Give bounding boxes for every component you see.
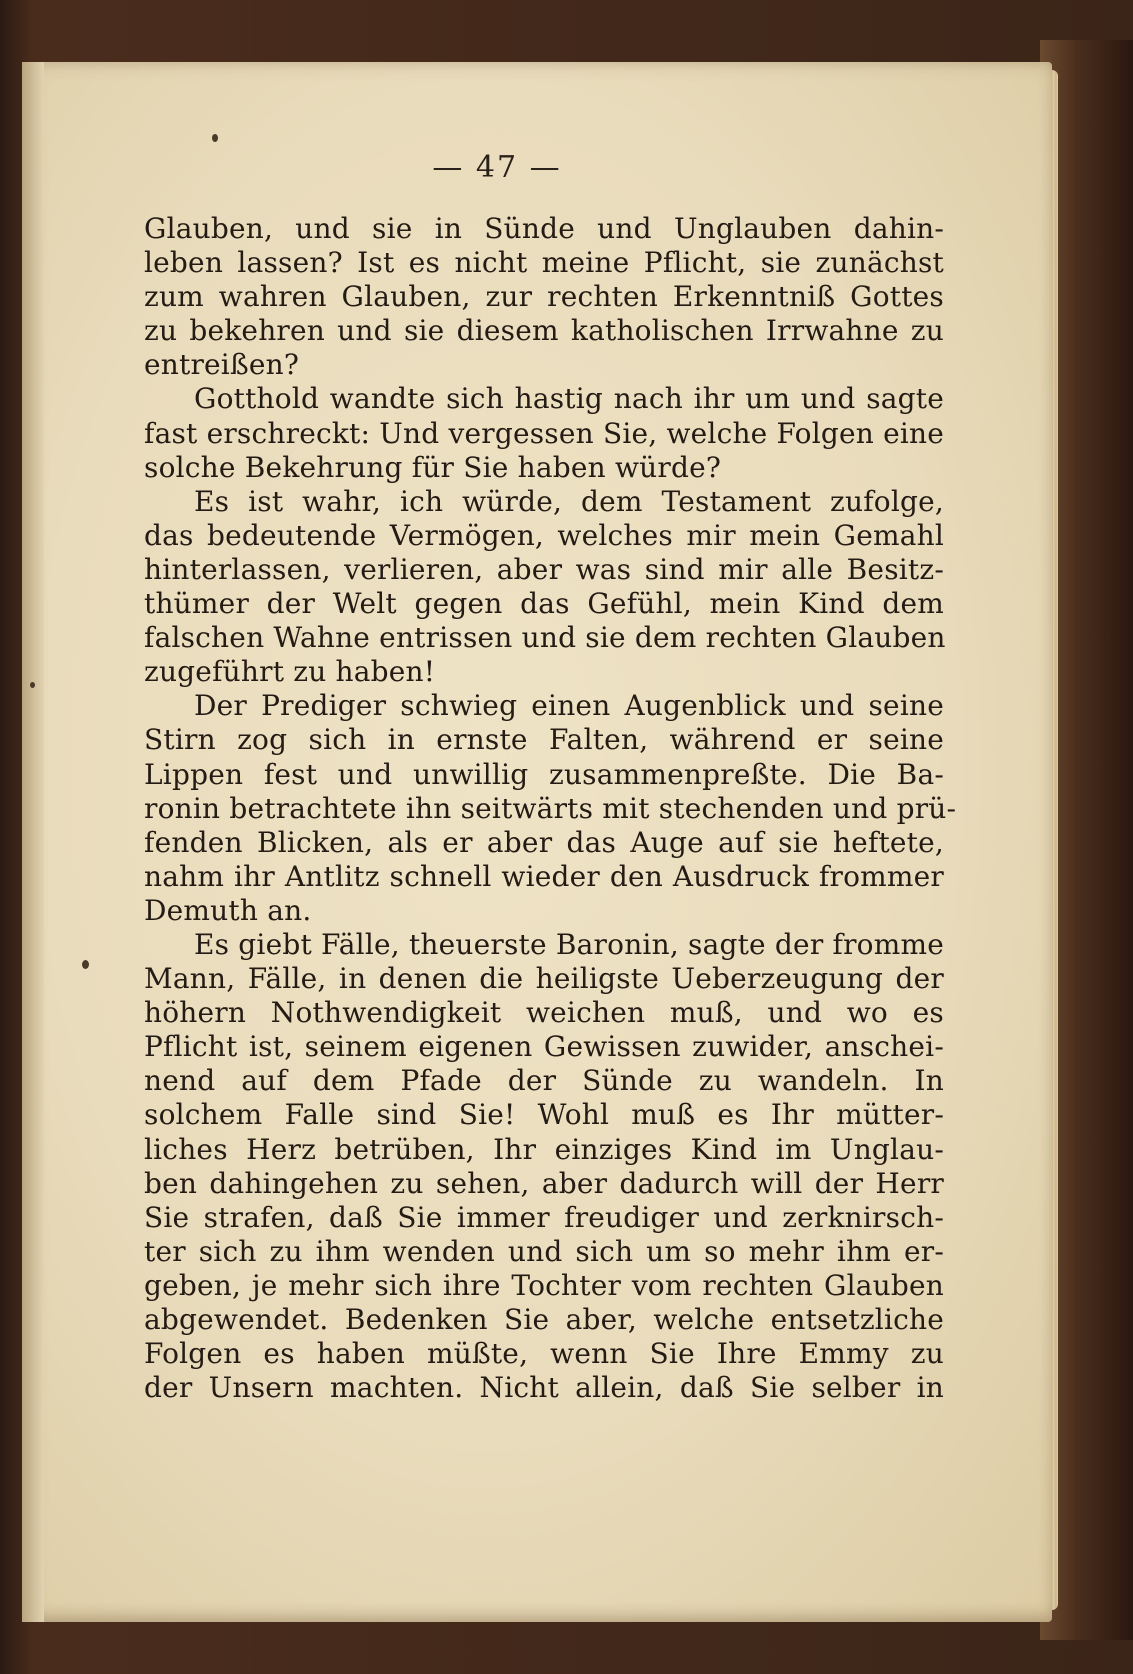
text-line: Lippen fest und unwillig zusammenpreßte. Die Ba- bbox=[144, 757, 944, 791]
text-line: Gotthold wandte sich hastig nach ihr um und sagte bbox=[194, 382, 944, 416]
text-line: solche Bekehrung für Sie haben würde? bbox=[144, 450, 722, 484]
text-line: Demuth an. bbox=[144, 893, 312, 927]
text-line: Es ist wahr, ich würde, dem Testament zufolge, bbox=[194, 484, 944, 518]
text-line: Pflicht ist, seinem eigenen Gewissen zuwider, anschei- bbox=[144, 1030, 944, 1064]
text-line: thümer der Welt gegen das Gefühl, mein Kind dem bbox=[144, 587, 944, 621]
text-line: ronin betrachtete ihn seitwärts mit stechenden und prü- bbox=[144, 791, 957, 825]
page-number: — 47 — bbox=[432, 150, 562, 185]
text-line: falschen Wahne entrissen und sie dem rechten Glauben bbox=[144, 621, 946, 655]
text-line: ter sich zu ihm wenden und sich um so mehr ihm er- bbox=[144, 1234, 944, 1268]
text-line: leben lassen? Ist es nicht meine Pflicht, sie zunächst bbox=[144, 246, 944, 280]
text-line: geben, je mehr sich ihre Tochter vom rechten Glauben bbox=[144, 1268, 944, 1302]
text-line: der Unsern machten. Nicht allein, daß Sie selber in bbox=[144, 1371, 944, 1405]
text-line: zum wahren Glauben, zur rechten Erkenntniß Gottes bbox=[144, 280, 944, 314]
text-line: solchem Falle sind Sie! Wohl muß es Ihr mütter- bbox=[144, 1098, 944, 1132]
text-line: Es giebt Fälle, theuerste Baronin, sagte der fromme bbox=[194, 927, 944, 961]
text-line: Folgen es haben müßte, wenn Sie Ihre Emmy zu bbox=[144, 1337, 944, 1371]
text-line: liches Herz betrüben, Ihr einziges Kind im Unglau- bbox=[144, 1132, 944, 1166]
text-line: Mann, Fälle, in denen die heiligste Ueberzeugung der bbox=[144, 962, 944, 996]
text-line: fast erschreckt: Und vergessen Sie, welche Folgen eine bbox=[144, 416, 945, 450]
text-line: Stirn zog sich in ernste Falten, während er seine bbox=[144, 723, 944, 757]
text-line: das bedeutende Vermögen, welches mir mein Gemahl bbox=[144, 518, 944, 552]
text-line: höhern Nothwendigkeit weichen muß, und wo es bbox=[144, 996, 944, 1030]
text-line: fenden Blicken, als er aber das Auge auf sie heftete, bbox=[144, 825, 944, 859]
book-page bbox=[22, 62, 1052, 1622]
body-text bbox=[144, 212, 957, 1405]
text-line: ben dahingehen zu sehen, aber dadurch will der Herr bbox=[144, 1166, 944, 1200]
text-line: Der Prediger schwieg einen Augenblick und seine bbox=[194, 689, 944, 723]
text-line: zu bekehren und sie diesem katholischen Irrwahne zu bbox=[144, 314, 944, 348]
page-gutter bbox=[22, 62, 44, 1622]
text-line: Glauben, und sie in Sünde und Unglauben dahin- bbox=[144, 212, 944, 245]
text-line: abgewendet. Bedenken Sie aber, welche entsetzliche bbox=[144, 1303, 944, 1336]
text-line: Sie strafen, daß Sie immer freudiger und zerknirsch- bbox=[144, 1200, 944, 1234]
text-line: hinterlassen, verlieren, aber was sind mir alle Besitz- bbox=[144, 552, 944, 586]
text-line: entreißen? bbox=[144, 348, 300, 382]
text-line: nahm ihr Antlitz schnell wieder den Ausdruck frommer bbox=[144, 859, 944, 893]
text-line: nend auf dem Pfade der Sünde zu wandeln. In bbox=[144, 1064, 944, 1098]
text-line: zugeführt zu haben! bbox=[144, 655, 436, 689]
